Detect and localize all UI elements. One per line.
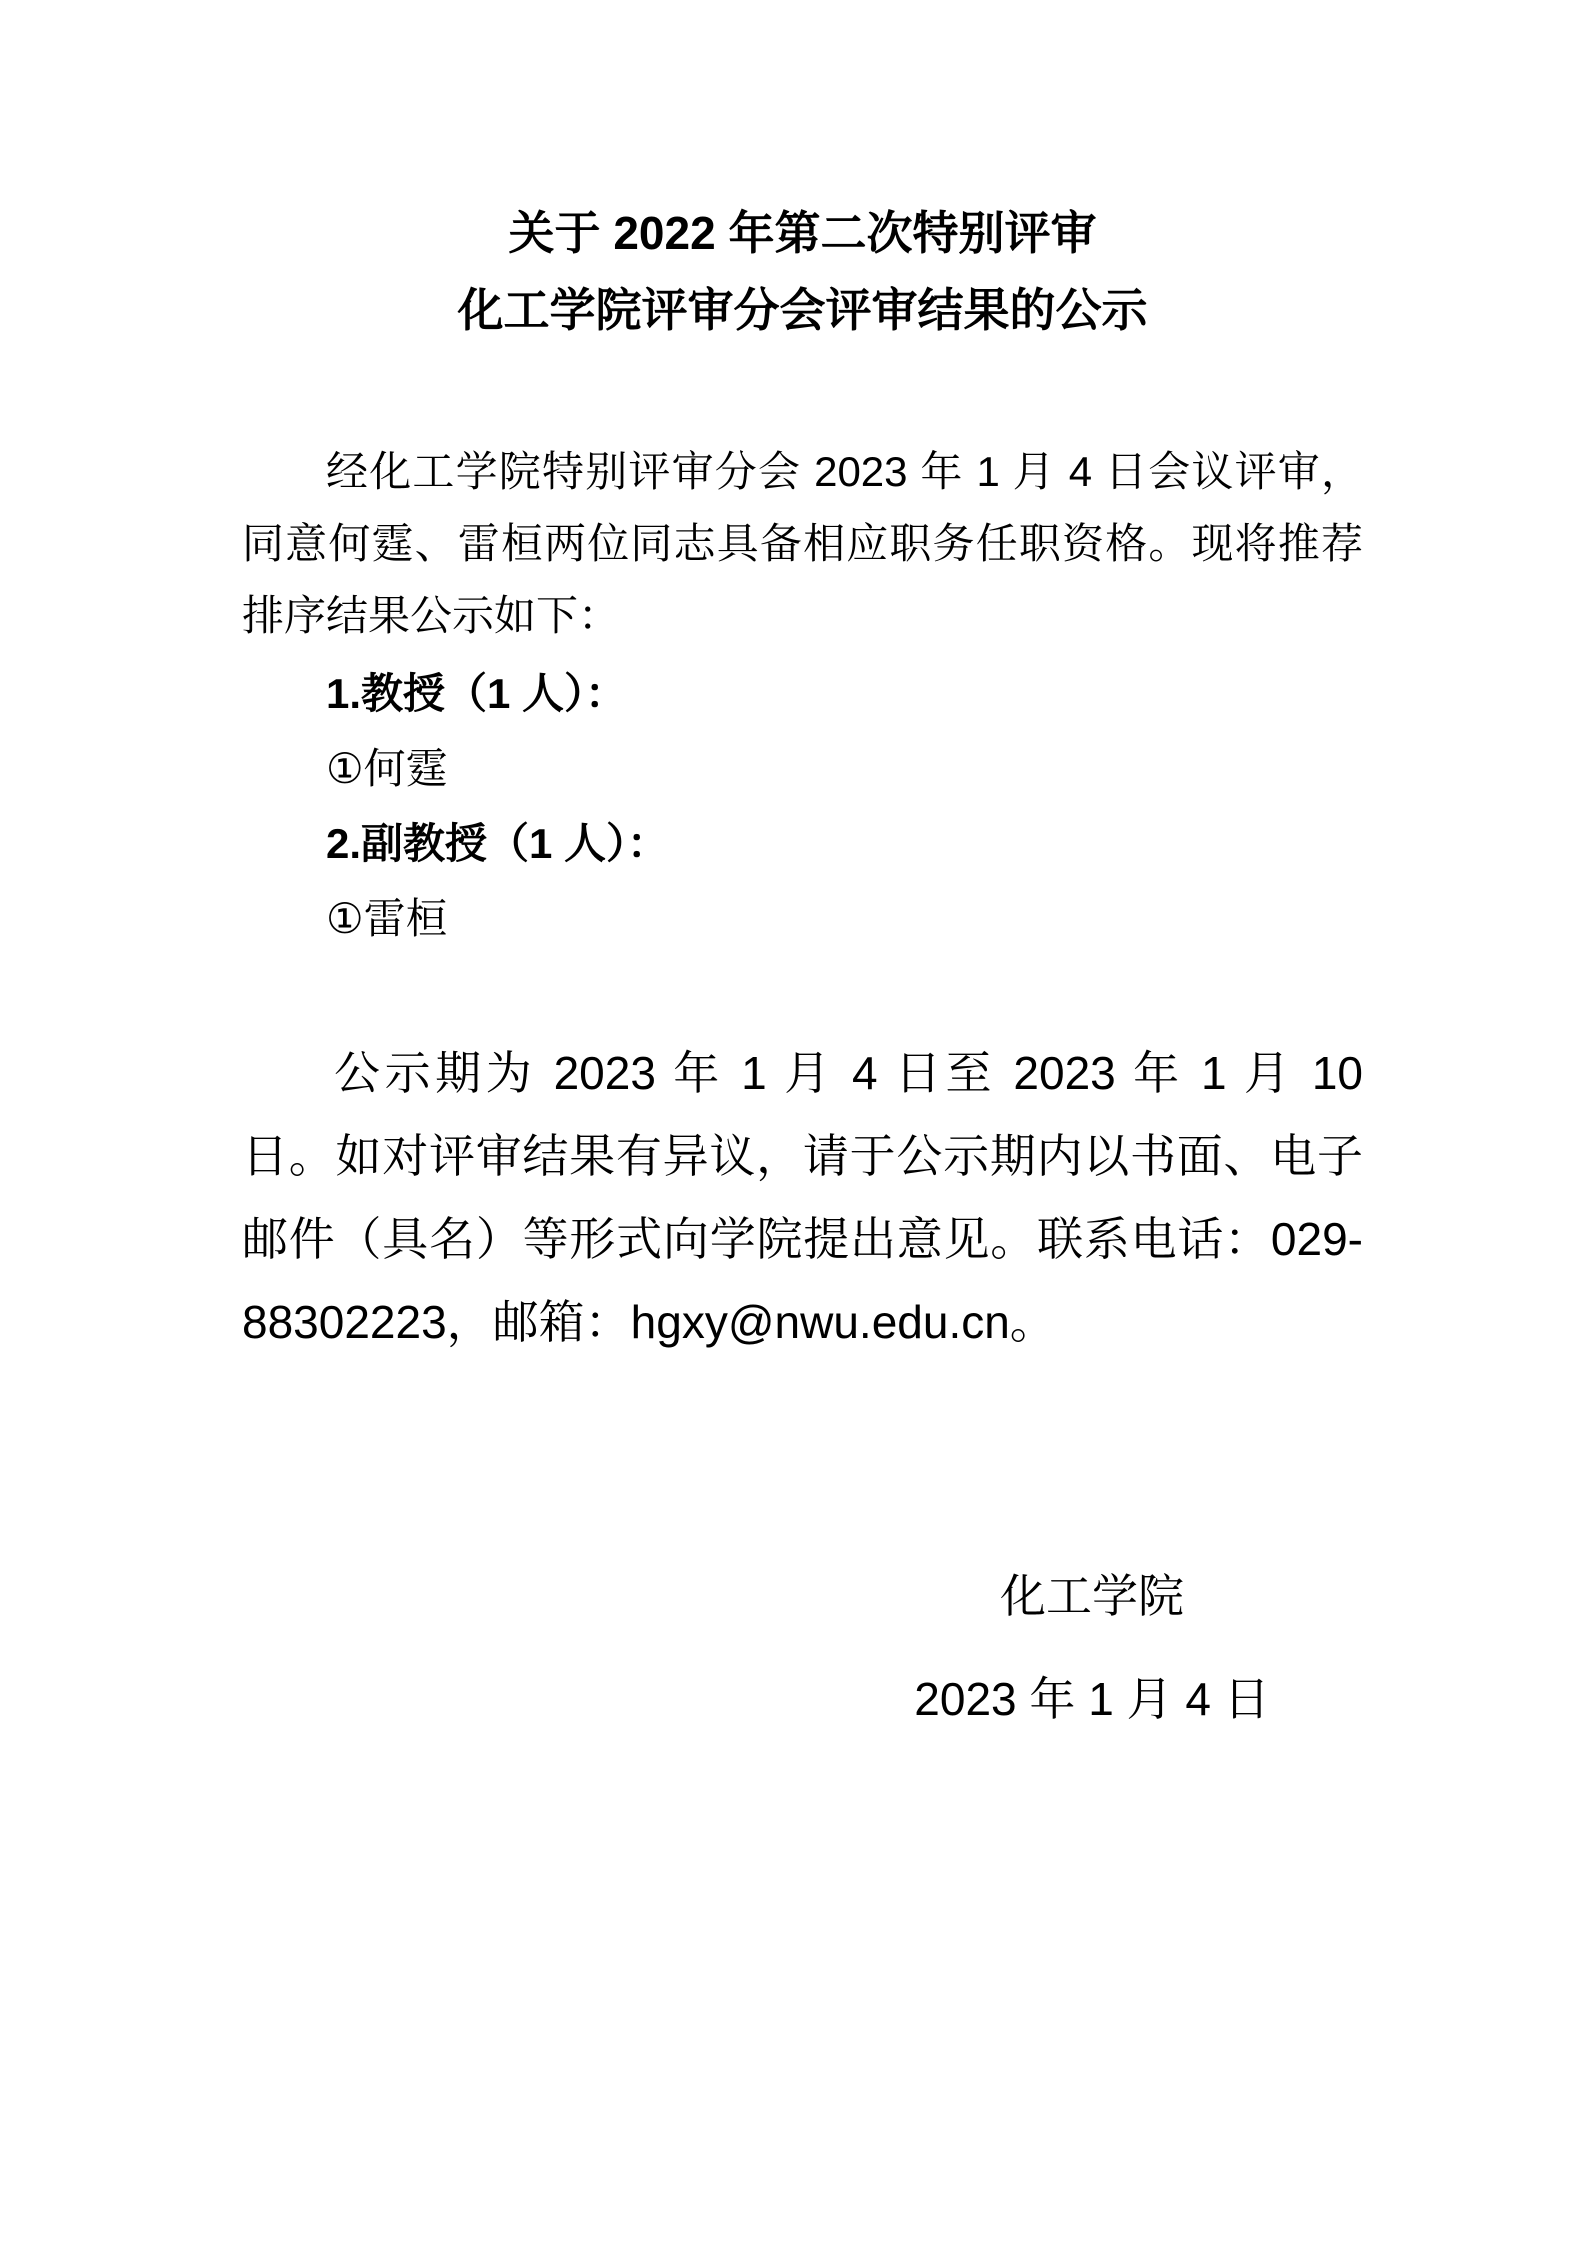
document-title-line-2: 化工学院评审分会评审结果的公示 <box>457 284 1148 336</box>
list-heading-associate-professor: 2.副教授（1 人）： <box>326 820 670 867</box>
signature-org: 化工学院 <box>1000 1570 1184 1622</box>
list-candidate-associate-professor: ①雷桓 <box>326 895 448 942</box>
document-title-line-1: 关于 2022 年第二次特别评审 <box>508 207 1097 259</box>
result-list <box>242 656 1363 956</box>
intro-paragraph: 经化工学院特别评审分会 2023 年 1 月 4 日会议评审，同意何霆、雷桓两位同志具备相应职务任职资格。现将推荐排序结果公示如下： <box>242 448 1363 639</box>
signature-date: 2023 年 1 月 4 日 <box>914 1673 1270 1725</box>
document-title <box>242 195 1363 349</box>
list-candidate-professor: ①何霆 <box>326 745 448 792</box>
list-heading-professor: 1.教授（1 人）： <box>326 670 628 717</box>
signature-block <box>821 1558 1363 1737</box>
document-content <box>242 0 1363 1737</box>
notice-paragraph: 公示期为 2023 年 1 月 4 日至 2023 年 1 月 10 日。如对评审结果有异议，请于公示期内以书面、电子邮件（具名）等形式向学院提出意见。联系电话：029-88302223，邮箱：hgxy@nwu.edu.cn。 <box>242 1047 1363 1348</box>
